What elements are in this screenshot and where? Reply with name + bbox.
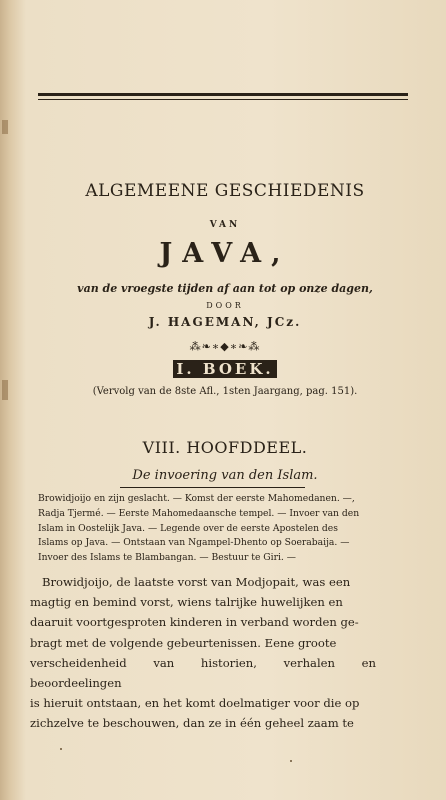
paper-speck xyxy=(60,748,62,750)
body-line: Browidjoijo, de laatste vorst van Modjopait, was een xyxy=(42,575,351,589)
summary-line: Invoer des Islams te Blambangan. — Bestuur te Giri. — xyxy=(38,552,296,564)
top-rule-thick xyxy=(38,93,408,96)
gutter-stain xyxy=(2,120,8,134)
work-subtitle: van de vroegste tijden af aan tot op onze dagen, xyxy=(77,282,373,295)
section-title: De invoering van den Islam. xyxy=(132,468,318,483)
body-line: is hieruit ontstaan, en het komt doelmatiger voor die op xyxy=(30,696,360,711)
section-underline xyxy=(120,487,305,488)
summary-line: Islam in Oostelijk Java. — Legende over de eerste Apostelen des xyxy=(38,522,338,534)
work-title-van: VAN xyxy=(209,220,241,230)
work-title: ALGEMEENE GESCHIEDENIS xyxy=(85,181,365,201)
body-line: magtig en bemind vorst, wiens talrijke huwelijken en xyxy=(30,595,343,610)
body-text xyxy=(30,572,376,734)
work-title-java: JAVA, xyxy=(159,238,291,269)
ornament-divider: ⁂❧∗◆∗❧⁂ xyxy=(189,340,261,353)
byline-door: DOOR xyxy=(206,301,244,310)
paper-speck xyxy=(290,760,292,762)
summary-line: Browidjoijo en zijn geslacht. — Komst der eerste Mahomedanen. —, xyxy=(38,493,355,504)
body-line: verscheidenheid van historien, verhalen en beoordeelingen xyxy=(30,655,376,691)
gutter-stain xyxy=(2,380,8,400)
chapter-summary xyxy=(38,492,383,566)
author-name: J. HAGEMAN, JCz. xyxy=(148,315,302,329)
book-heading-label: I. BOEK. xyxy=(173,360,276,378)
book-heading xyxy=(30,360,420,378)
top-rule-thin xyxy=(38,99,408,100)
body-line: zichzelve te beschouwen, dan ze in één geheel zaam te xyxy=(30,716,354,731)
continuation-note: (Vervolg van de 8ste Afl., 1sten Jaargang, pag. 151). xyxy=(92,386,358,397)
body-line: bragt met de volgende gebeurtenissen. Eene groote xyxy=(30,635,337,650)
summary-line: Islams op Java. — Ontstaan van Ngampel-Dhento op Soerabaija. — xyxy=(38,537,350,549)
summary-line: Radja Tjermé. — Eerste Mahomedaansche tempel. — Invoer van den xyxy=(38,507,360,519)
chapter-title: VIII. HOOFDDEEL. xyxy=(142,438,308,457)
body-line: daaruit voortgesproten kinderen in verband worden ge- xyxy=(30,615,359,630)
